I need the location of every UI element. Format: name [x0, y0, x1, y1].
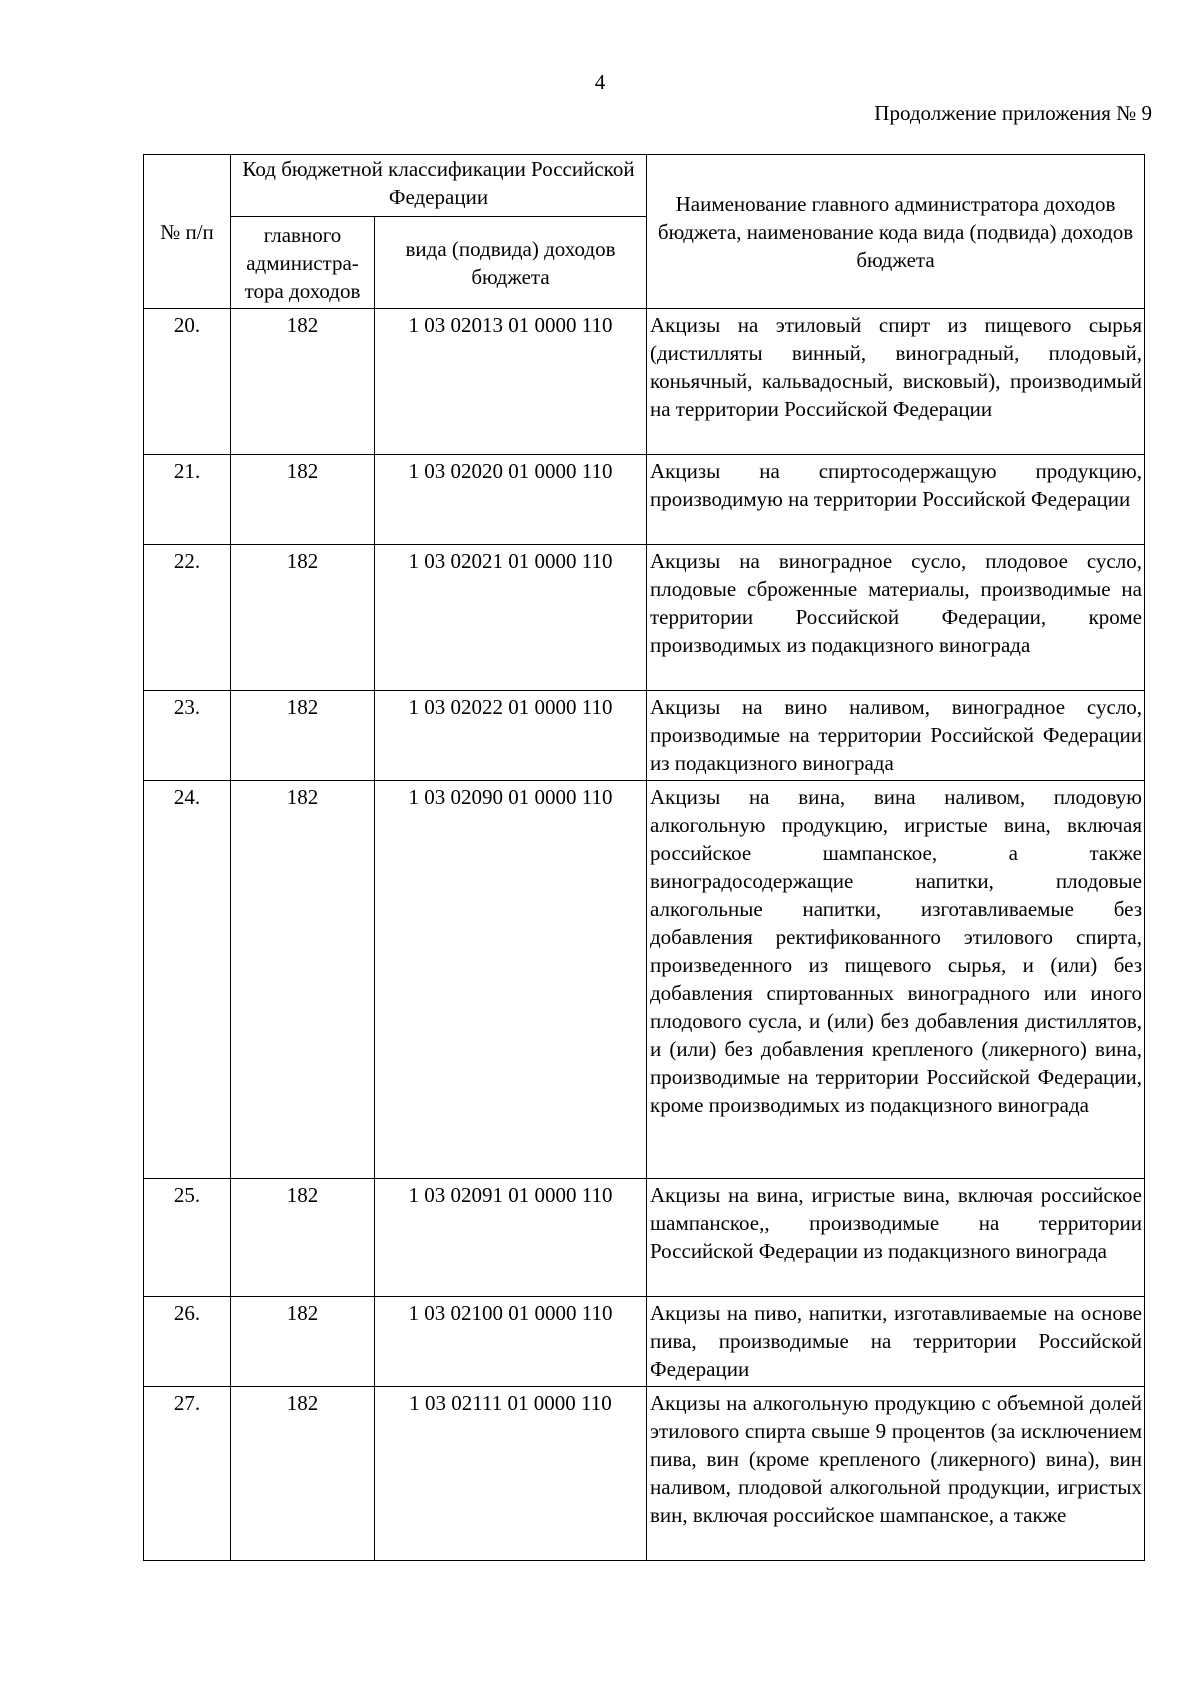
row-admin-code: 182 [231, 1387, 375, 1561]
table-row [144, 455, 1145, 545]
header-admin: главного администра-тора доходов [231, 217, 375, 309]
row-num: 21. [144, 455, 231, 545]
row-num: 24. [144, 781, 231, 1179]
row-num: 22. [144, 545, 231, 691]
row-name: Акцизы на этиловый спирт из пищевого сырья (дистилляты винный, виноградный, плодовый, коньячный, кальвадосный, висковый), производимый на территории Российской Федерации [647, 309, 1145, 455]
row-income-code: 1 03 02091 01 0000 110 [375, 1179, 647, 1297]
row-name: Акцизы на вина, игристые вина, включая российское шампанское,, производимые на территории Российской Федерации из подакцизного винограда [647, 1179, 1145, 1297]
row-admin-code: 182 [231, 781, 375, 1179]
row-name: Акцизы на вина, вина наливом, плодовую алкогольную продукцию, игристые вина, включая российское шампанское, а также виноградосодержащие напитки, плодовые алкогольные напитки, изготавливаемые без добавления ректификованного этилового спирта, произведенного из пищевого сырья, и (или) без добавления спиртованных виноградного или иного плодового сусла, и (или) без добавления дистиллятов, и (или) без добавления крепленого (ликерного) вина, производимые на территории Российской Федерации, кроме производимых из подакцизного винограда [647, 781, 1145, 1179]
row-income-code: 1 03 02020 01 0000 110 [375, 455, 647, 545]
row-admin-code: 182 [231, 1297, 375, 1387]
row-admin-code: 182 [231, 545, 375, 691]
row-admin-code: 182 [231, 309, 375, 455]
table-row [144, 691, 1145, 781]
row-num: 25. [144, 1179, 231, 1297]
row-name: Акцизы на алкогольную продукцию с объемной долей этилового спирта свыше 9 процентов (за исключением пива, вин (кроме крепленого (ликерного) вина), вин наливом, плодовой алкогольной продукции, игристых вин, включая российское шампанское, а также [647, 1387, 1145, 1561]
header-kind: вида (подвида) доходов бюджета [375, 217, 647, 309]
row-num: 26. [144, 1297, 231, 1387]
row-admin-code: 182 [231, 1179, 375, 1297]
row-num: 20. [144, 309, 231, 455]
appendix-continuation-label: Продолжение приложения № 9 [874, 101, 1152, 125]
row-num: 23. [144, 691, 231, 781]
header-num: № п/п [144, 155, 231, 309]
table-row [144, 545, 1145, 691]
row-name: Акцизы на пиво, напитки, изготавливаемые на основе пива, производимые на территории Российской Федерации [647, 1297, 1145, 1387]
row-name: Акцизы на виноградное сусло, плодовое сусло, плодовые сброженные материалы, производимые на территории Российской Федерации, кроме производимых из подакцизного винограда [647, 545, 1145, 691]
header-name: Наименование главного администратора доходов бюджета, наименование кода вида (подвида) доходов бюджета [647, 155, 1145, 309]
row-admin-code: 182 [231, 455, 375, 545]
row-name: Акцизы на спиртосодержащую продукцию, производимую на территории Российской Федерации [647, 455, 1145, 545]
row-admin-code: 182 [231, 691, 375, 781]
table-row [144, 1179, 1145, 1297]
row-income-code: 1 03 02022 01 0000 110 [375, 691, 647, 781]
table-row [144, 781, 1145, 1179]
row-num: 27. [144, 1387, 231, 1561]
budget-classification-table [143, 154, 1145, 1561]
page-number: 4 [594, 70, 606, 94]
row-income-code: 1 03 02021 01 0000 110 [375, 545, 647, 691]
row-income-code: 1 03 02013 01 0000 110 [375, 309, 647, 455]
row-income-code: 1 03 02111 01 0000 110 [375, 1387, 647, 1561]
row-income-code: 1 03 02100 01 0000 110 [375, 1297, 647, 1387]
row-name: Акцизы на вино наливом, виноградное сусло, производимые на территории Российской Федерации из подакцизного винограда [647, 691, 1145, 781]
row-income-code: 1 03 02090 01 0000 110 [375, 781, 647, 1179]
table-row [144, 309, 1145, 455]
header-code-group: Код бюджетной классификации Российской Федерации [231, 155, 647, 217]
table-row [144, 1387, 1145, 1561]
table-row [144, 1297, 1145, 1387]
